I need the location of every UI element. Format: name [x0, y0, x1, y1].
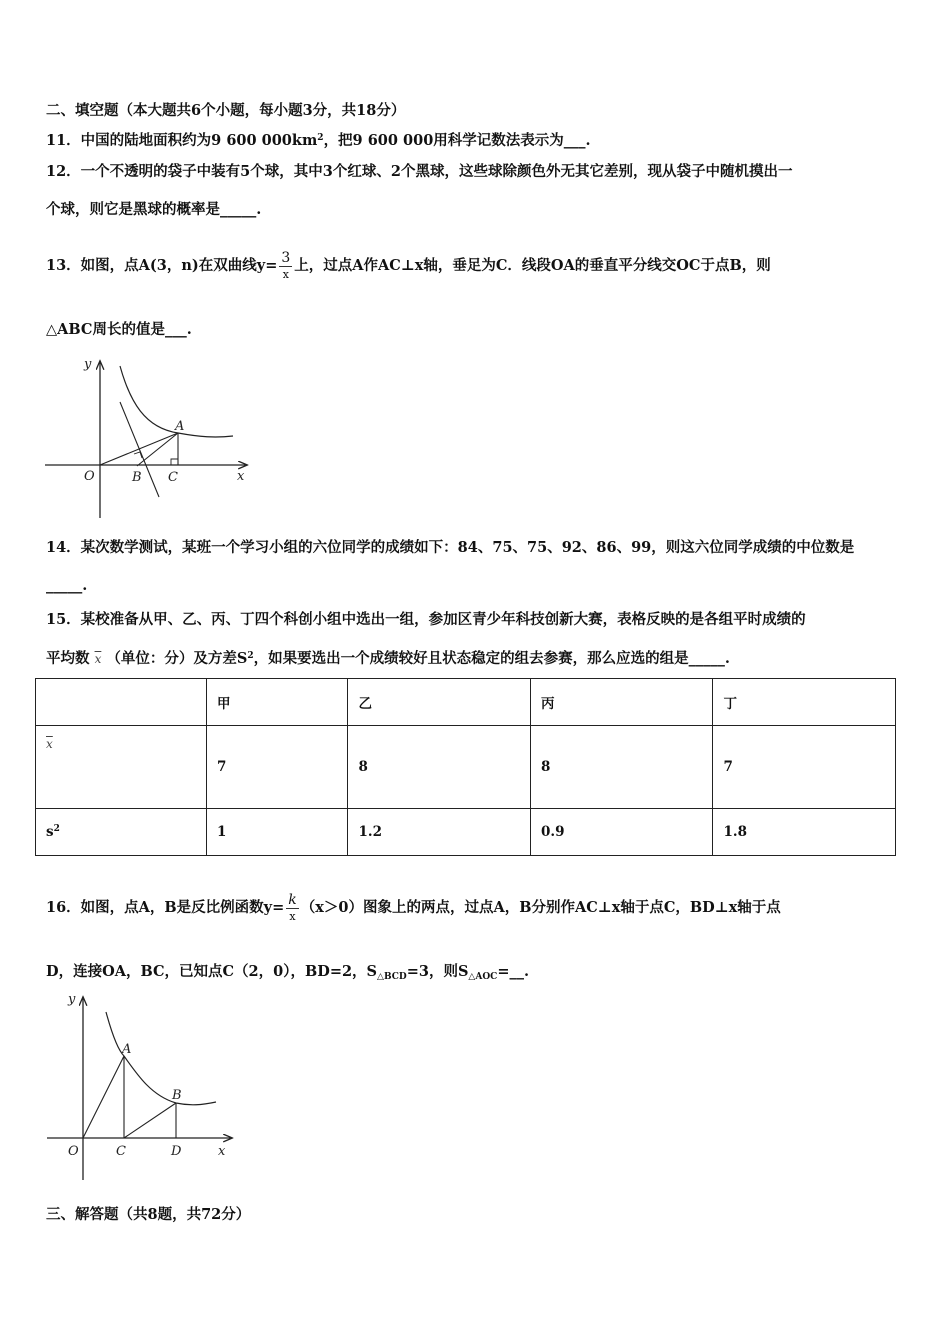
table-cell: 1: [207, 809, 348, 856]
table-cell: 1.8: [713, 809, 896, 856]
table-row-variance: [36, 809, 896, 856]
table-header-cell: 甲: [207, 679, 348, 726]
mean-row-symbol: $\overline{x}$: [46, 737, 53, 751]
q13-line-2-text: △ABC周长的值是___.: [46, 321, 192, 338]
q15-text-c: ，如果要选出一个成绩较好且状态稳定的组去参赛，那么应选的组是_____.: [253, 650, 730, 667]
figure-16-inverse-proportion-graph: [40, 988, 240, 1183]
q14-line-2-text: _____.: [46, 577, 88, 594]
table-cell: 8: [530, 726, 713, 809]
segment-oa: [83, 1056, 124, 1138]
label-d: D: [171, 1144, 182, 1159]
variance-row-superscript: 2: [53, 824, 60, 834]
q15-text-b: （单位：分）及方差S: [106, 650, 248, 667]
figure-13-hyperbola-graph: [40, 352, 255, 522]
question-13-line-1: [46, 246, 910, 286]
q16-text-a: 16．如图，点A，B是反比例函数y=: [46, 899, 285, 916]
scores-table: [35, 678, 896, 856]
label-b: B: [132, 470, 142, 485]
question-16-line-1: [46, 888, 910, 928]
q15-line-1-text: 15．某校准备从甲、乙、丙、丁四个科创小组中选出一组，参加区青少年科技创新大赛，表格反映的是各组平时成绩的: [46, 611, 806, 628]
segment-ba: [137, 433, 178, 466]
q13-fraction-denominator: x: [282, 267, 289, 281]
question-15-line-1: [46, 610, 910, 630]
q16-text-b: （x＞0）图象上的两点，过点A，B分别作AC⊥x轴于点C，BD⊥x轴于点: [300, 899, 781, 916]
question-11: [46, 128, 910, 151]
table-cell: 8: [348, 726, 531, 809]
q13-text-a: 13．如图，点A(3，n)在双曲线y=: [46, 257, 278, 274]
q16-subscript-bcd: △BCD: [377, 972, 407, 982]
q16-subscript-aoc: △AOC: [468, 972, 498, 982]
q16-fraction-denominator: x: [289, 909, 296, 923]
q13-fraction-numerator: 3: [281, 249, 291, 266]
variance-row-symbol: s: [46, 824, 54, 840]
q15-text-a: 平均数: [46, 650, 90, 667]
label-y: y: [68, 992, 76, 1007]
question-16-line-2: [46, 962, 910, 987]
right-angle-mark-c: [171, 459, 178, 465]
label-y: y: [84, 357, 92, 372]
mean-symbol: $\overline{x}$: [94, 652, 102, 666]
table-row-label: [36, 726, 207, 809]
q16-fraction-numerator: k: [288, 891, 297, 908]
section-2-heading: [46, 101, 910, 121]
table-header-cell: 丙: [530, 679, 713, 726]
label-x: x: [218, 1144, 226, 1159]
table-cell: 1.2: [348, 809, 531, 856]
q15-superscript: 2: [247, 651, 254, 661]
table-header-row: [36, 679, 896, 726]
section-3-heading: [46, 1205, 910, 1225]
section-2-heading-text: 二、填空题（本大题共6个小题，每小题3分，共18分）: [46, 102, 406, 119]
section-3-heading-text: 三、解答题（共8题，共72分）: [46, 1206, 251, 1223]
q12-line-2-text: 个球，则它是黑球的概率是_____.: [46, 201, 262, 218]
q16-fraction: [286, 892, 298, 925]
table-row-label: [36, 809, 207, 856]
label-c: C: [116, 1144, 126, 1159]
question-15-line-2: [46, 646, 910, 669]
label-b: B: [172, 1088, 182, 1103]
label-a: A: [175, 419, 185, 434]
table-cell: 7: [207, 726, 348, 809]
table-header-cell: [36, 679, 207, 726]
question-13-line-2: [46, 320, 910, 340]
question-14-line-2: [46, 576, 910, 596]
table-row-mean: [36, 726, 896, 809]
q13-text-b: 上，过点A作AC⊥x轴，垂足为C．线段OA的垂直平分线交OC于点B，则: [294, 257, 771, 274]
q11-text-a: 11．中国的陆地面积约为9 600 000km: [46, 132, 318, 149]
q12-line-1-text: 12．一个不透明的袋子中装有5个球，其中3个红球、2个黑球，这些球除颜色外无其它差别，现从袋子中随机摸出一: [46, 163, 793, 180]
table-header-cell: 丁: [713, 679, 896, 726]
table-header-cell: 乙: [348, 679, 531, 726]
q13-fraction: [279, 250, 292, 283]
q16-line-2-text-b: =3，则S: [406, 963, 469, 980]
label-x: x: [237, 469, 245, 484]
question-14-line-1: [46, 538, 910, 558]
label-o: O: [68, 1144, 79, 1159]
q14-line-1-text: 14．某次数学测试，某班一个学习小组的六位同学的成绩如下：84、75、75、92、86、99，则这六位同学成绩的中位数是: [46, 539, 855, 556]
question-12-line-2: [46, 200, 910, 220]
label-c: C: [168, 470, 178, 485]
table-cell: 7: [713, 726, 896, 809]
segment-cb: [124, 1103, 176, 1138]
question-12-line-1: [46, 162, 910, 182]
q16-line-2-text-a: D，连接OA，BC，已知点C（2，0），BD=2，S: [46, 963, 378, 980]
label-a: A: [122, 1042, 132, 1057]
table-cell: 0.9: [530, 809, 713, 856]
q11-text-b: ，把9 600 000用科学记数法表示为___.: [323, 132, 591, 149]
q16-line-2-text-c: =__.: [497, 963, 530, 980]
q11-superscript: 2: [317, 133, 324, 143]
label-o: O: [84, 469, 95, 484]
